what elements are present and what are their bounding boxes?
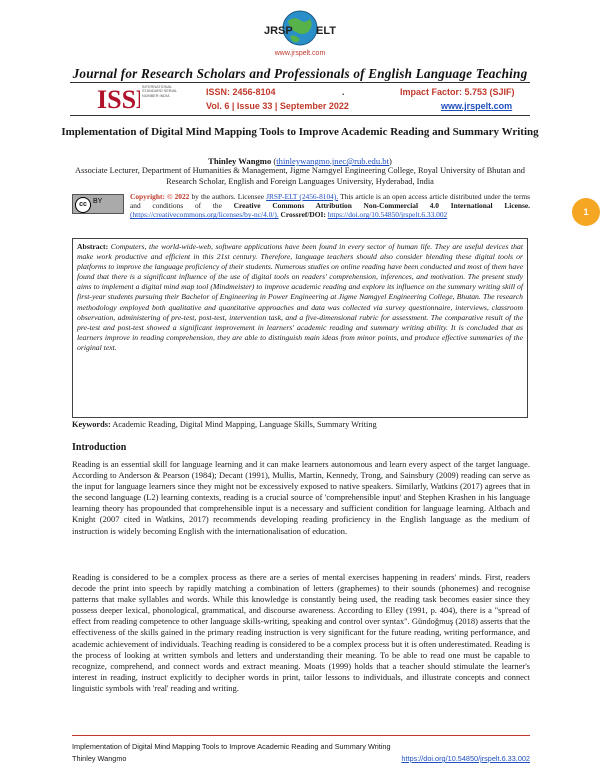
doi-link[interactable]: https://doi.org/10.54850/jrspelt.6.33.002	[327, 210, 448, 220]
issn-logo-icon	[96, 84, 140, 112]
abstract-body: Computers, the world-wide-web, software applications have been found in every sector of human life. They are useful devices that make work productive and efficient in this 21st century. Therefore, language teachers should also consider blending these digital tools or platforms to improve the language proficiency of their students. Numerous studies on online reading have been conducted and most of them have found that there is a significant influence of the use of digital tools on readers' comprehension, inferences, and motivation. The present study aims to implement a digital mind map tool (Mindmeister) to improve academic reading and explore its influence on the summary writing skill of first-year students pursuing their Bachelor of Engineering in Power Engineering at Jigme Namgyel Engineering College, Bhutan. The research methodology employed both qualitative and quantitative approaches and data was collected via survey questionnaire, interviews, classroom observation, administering of pre-test, post-test, intervention task, and a five-dimensional rubric for assessment. The comparative result of the pre-test and post-test showed a significant improvement in learners' academic reading and summary writing ability. It is concluded that as learners improve in reading comprehension, they are able to distinguish main ideas from minor points, and produce effective summaries of the original text.	[77, 242, 523, 352]
svg-text:ELT: ELT	[316, 25, 336, 37]
section-heading-introduction: Introduction	[72, 442, 127, 453]
license-block	[72, 192, 530, 238]
impact-factor: Impact Factor: 5.753 (SJIF)	[400, 87, 515, 97]
journal-title: Journal for Research Scholars and Professionals of English Language Teaching	[72, 66, 528, 81]
header-rule-bottom	[70, 115, 530, 116]
license-text-a: by the authors. Licensee	[191, 192, 264, 201]
footer-author: Thinley Wangmo	[72, 754, 127, 763]
footer-rule	[72, 735, 530, 736]
paragraph-1: Reading is an essential skill for language learning and it can make learners autonomous and learn every aspect of the target language. According to Anderson & Pearson (1984); Decant (1991), Mullis, Martin, Kennedy, Trong, and Sainsbury (2009) reading can serve as the input for language learners since they might not be excessively exposed to native speakers. Similarly, Watkins (2017) agrees that in the second language (L2) learning contexts, reading is a crucial source of 'comprehensible input' and Stephen Krashen in his language learning theory has propounded that comprehensible input is a necessary and sufficient condition for language learning. Altbach and Knight (2007 cited in Watkins, 2017) recommends developing reading proficiency in the English language as the medium of instruction is widely becoming English with the internationalisation of education.	[72, 459, 530, 536]
footer-doi-link[interactable]: https://doi.org/10.54850/jrspelt.6.33.002	[401, 754, 530, 763]
issn-caption: INTERNATIONAL STANDARD SERIAL NUMBER INDIA	[142, 85, 178, 98]
keywords	[72, 420, 528, 429]
license-text-b: This article is an open access article distributed under the terms and conditions of the	[130, 192, 531, 211]
abstract-label: Abstract:	[77, 242, 109, 251]
svg-text:ISSN: ISS	[97, 85, 137, 112]
journal-logo	[256, 4, 344, 66]
issn-logo	[96, 84, 140, 112]
licensee-link[interactable]: JRSP-ELT (2456-8104).	[266, 192, 339, 201]
footer-title: Implementation of Digital Mind Mapping Tools to Improve Academic Reading and Summary Writing	[72, 742, 391, 751]
copyright-label: Copyright: © 2022	[130, 192, 190, 201]
header-rule-top	[70, 82, 530, 83]
abstract	[77, 242, 523, 353]
cc-by-nc-badge-icon	[72, 194, 124, 214]
abstract-box	[72, 238, 528, 418]
doi-label: Crossref/DOI:	[280, 210, 326, 220]
keywords-list: Academic Reading, Digital Mind Mapping, Language Skills, Summary Writing	[112, 420, 377, 429]
paragraph-2: Reading is considered to be a complex process as there are a series of mental exercises happening in readers' minds. First, readers decode the print into speech by rapidly matching a combination of letters (graphemes) to their sounds (phonemes) and recognise patterns that make syllables and words. While this knowledge is constantly being used, the reading task becomes easier since they possess deeper lexical, phonological, grammatical, and discourse awareness. According to Elley (1991, p. 404), there is a "spread of effect from reading competence to other language skills-writing, speaking and control over syntax". Gündoğmuş (2018) asserts that the effectiveness of the skills gained in the primary reading instruction is very significant for the future reading, writing performance, and academic achievement of individuals. Teaching reading is considered to be a complex process but it is often underestimated. Reading is the process of looking at written symbols and letters and understanding their meaning. To be able to read one must be capable to recognize, comprehend, and connect words and extract meaning. Moats (1999) holds that a teacher should stimulate the learner's interest in reading, instruct explicitly to decipher words in print, tailor lessons to individuals, and illustrate concepts and connect linguistic symbols with 'real' reading and writing.	[72, 572, 530, 693]
cc-mark: cc	[75, 197, 91, 213]
svg-text:JRSP: JRSP	[264, 25, 293, 37]
issn-number: ISSN: 2456-8104	[206, 87, 276, 97]
globe-logo-icon	[260, 4, 340, 52]
journal-site-link[interactable]: www.jrspelt.com	[441, 101, 513, 111]
license-name: Creative Commons Attribution Non-Commercial 4.0 International License.	[233, 201, 530, 211]
author-email-link[interactable]: thinleywangmo.jnec@rub.edu.bt	[276, 156, 389, 166]
volume-issue: Vol. 6 | Issue 33 | September 2022	[206, 101, 349, 111]
author-name: Thinley Wangmo	[208, 156, 272, 166]
license-url-link[interactable]: (https://creativecommons.org/licenses/by-nc/4.0/).	[130, 210, 279, 220]
keywords-label: Keywords:	[72, 420, 111, 429]
paper-title: Implementation of Digital Mind Mapping Tools to Improve Academic Reading and Summary Writing	[61, 126, 539, 138]
page-number-badge: 1	[572, 198, 600, 226]
logo-url: www.jrspelt.com	[274, 50, 326, 57]
by-mark: BY	[93, 198, 103, 205]
author-affiliation: Associate Lecturer, Department of Humanities & Management, Jigme Namgyel Engineering College, Royal University of Bhutan and Research Scholar, English and Foreign Languages University, Hyderabad, India	[75, 166, 525, 186]
author-line: Thinley Wangmo (thinleywangmo.jnec@rub.edu.bt)	[208, 156, 392, 166]
header-dot: .	[342, 87, 345, 97]
